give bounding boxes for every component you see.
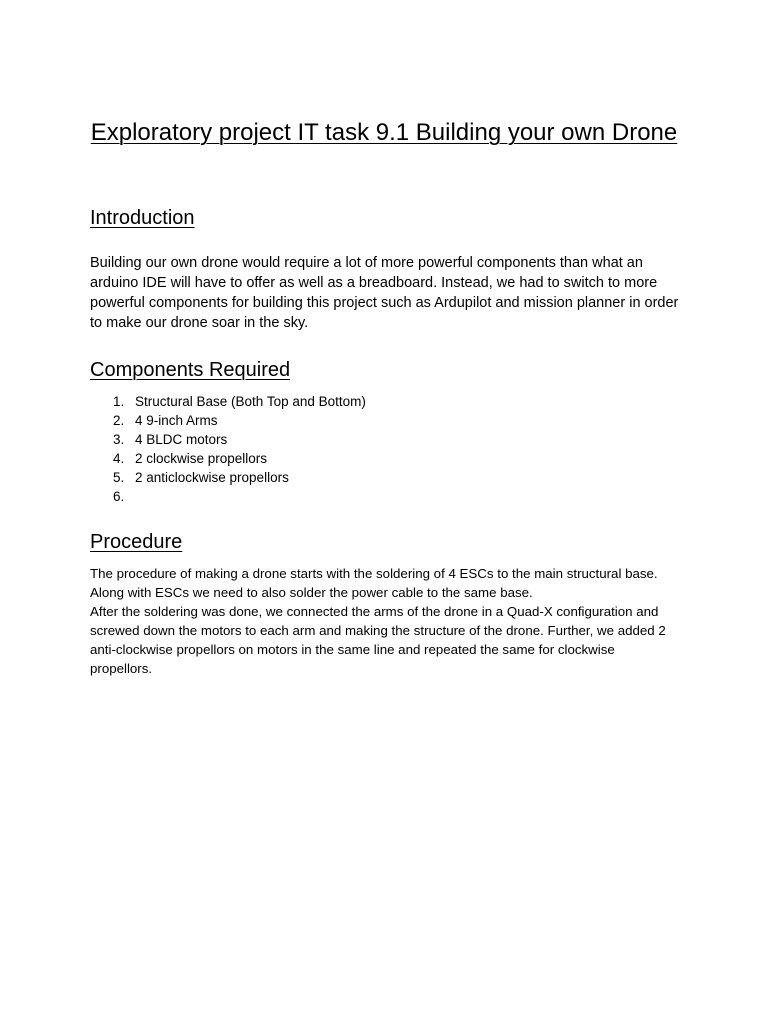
introduction-heading: Introduction <box>90 207 195 229</box>
components-list <box>90 392 366 506</box>
procedure-paragraph-1: The procedure of making a drone starts with the soldering of 4 ESCs to the main structural base. Along with ESCs we need to also solder the power cable to the same base. <box>90 566 658 600</box>
list-item-text: 4 9-inch Arms <box>135 413 218 428</box>
procedure-body <box>90 564 680 678</box>
list-item-text: 2 clockwise propellors <box>135 451 268 466</box>
list-item <box>90 430 366 449</box>
list-item-text: 4 BLDC motors <box>135 432 228 447</box>
list-item-number: 2. <box>113 413 125 428</box>
list-item <box>90 392 366 411</box>
introduction-paragraph: Building our own drone would require a lot of more powerful components than what an arduino IDE will have to offer as well as a breadboard. Instead, we had to switch to more powerful components for building this project such as Ardupilot and mission planner in order to make our drone soar in the sky. <box>90 255 679 331</box>
procedure-paragraph-2: After the soldering was done, we connected the arms of the drone in a Quad-X configuration and screwed down the motors to each arm and making the structure of the drone. Further, we added 2 anti-clockwise propellors on motors in the same line and repeated the same for clockwise propellors. <box>90 604 666 676</box>
list-item <box>90 468 366 487</box>
components-heading: Components Required <box>90 359 291 381</box>
list-item-number: 5. <box>113 470 125 485</box>
list-item <box>90 411 366 430</box>
procedure-heading: Procedure <box>90 531 183 553</box>
list-item <box>90 449 366 468</box>
list-item-text: 2 anticlockwise propellors <box>135 470 289 485</box>
list-item-text: Structural Base (Both Top and Bottom) <box>135 394 366 409</box>
list-item-number: 6. <box>113 489 125 504</box>
list-item-number: 4. <box>113 451 125 466</box>
list-item <box>90 487 366 506</box>
document-title: Exploratory project IT task 9.1 Building your own Drone <box>90 119 678 146</box>
list-item-number: 1. <box>113 394 125 409</box>
list-item-number: 3. <box>113 432 125 447</box>
